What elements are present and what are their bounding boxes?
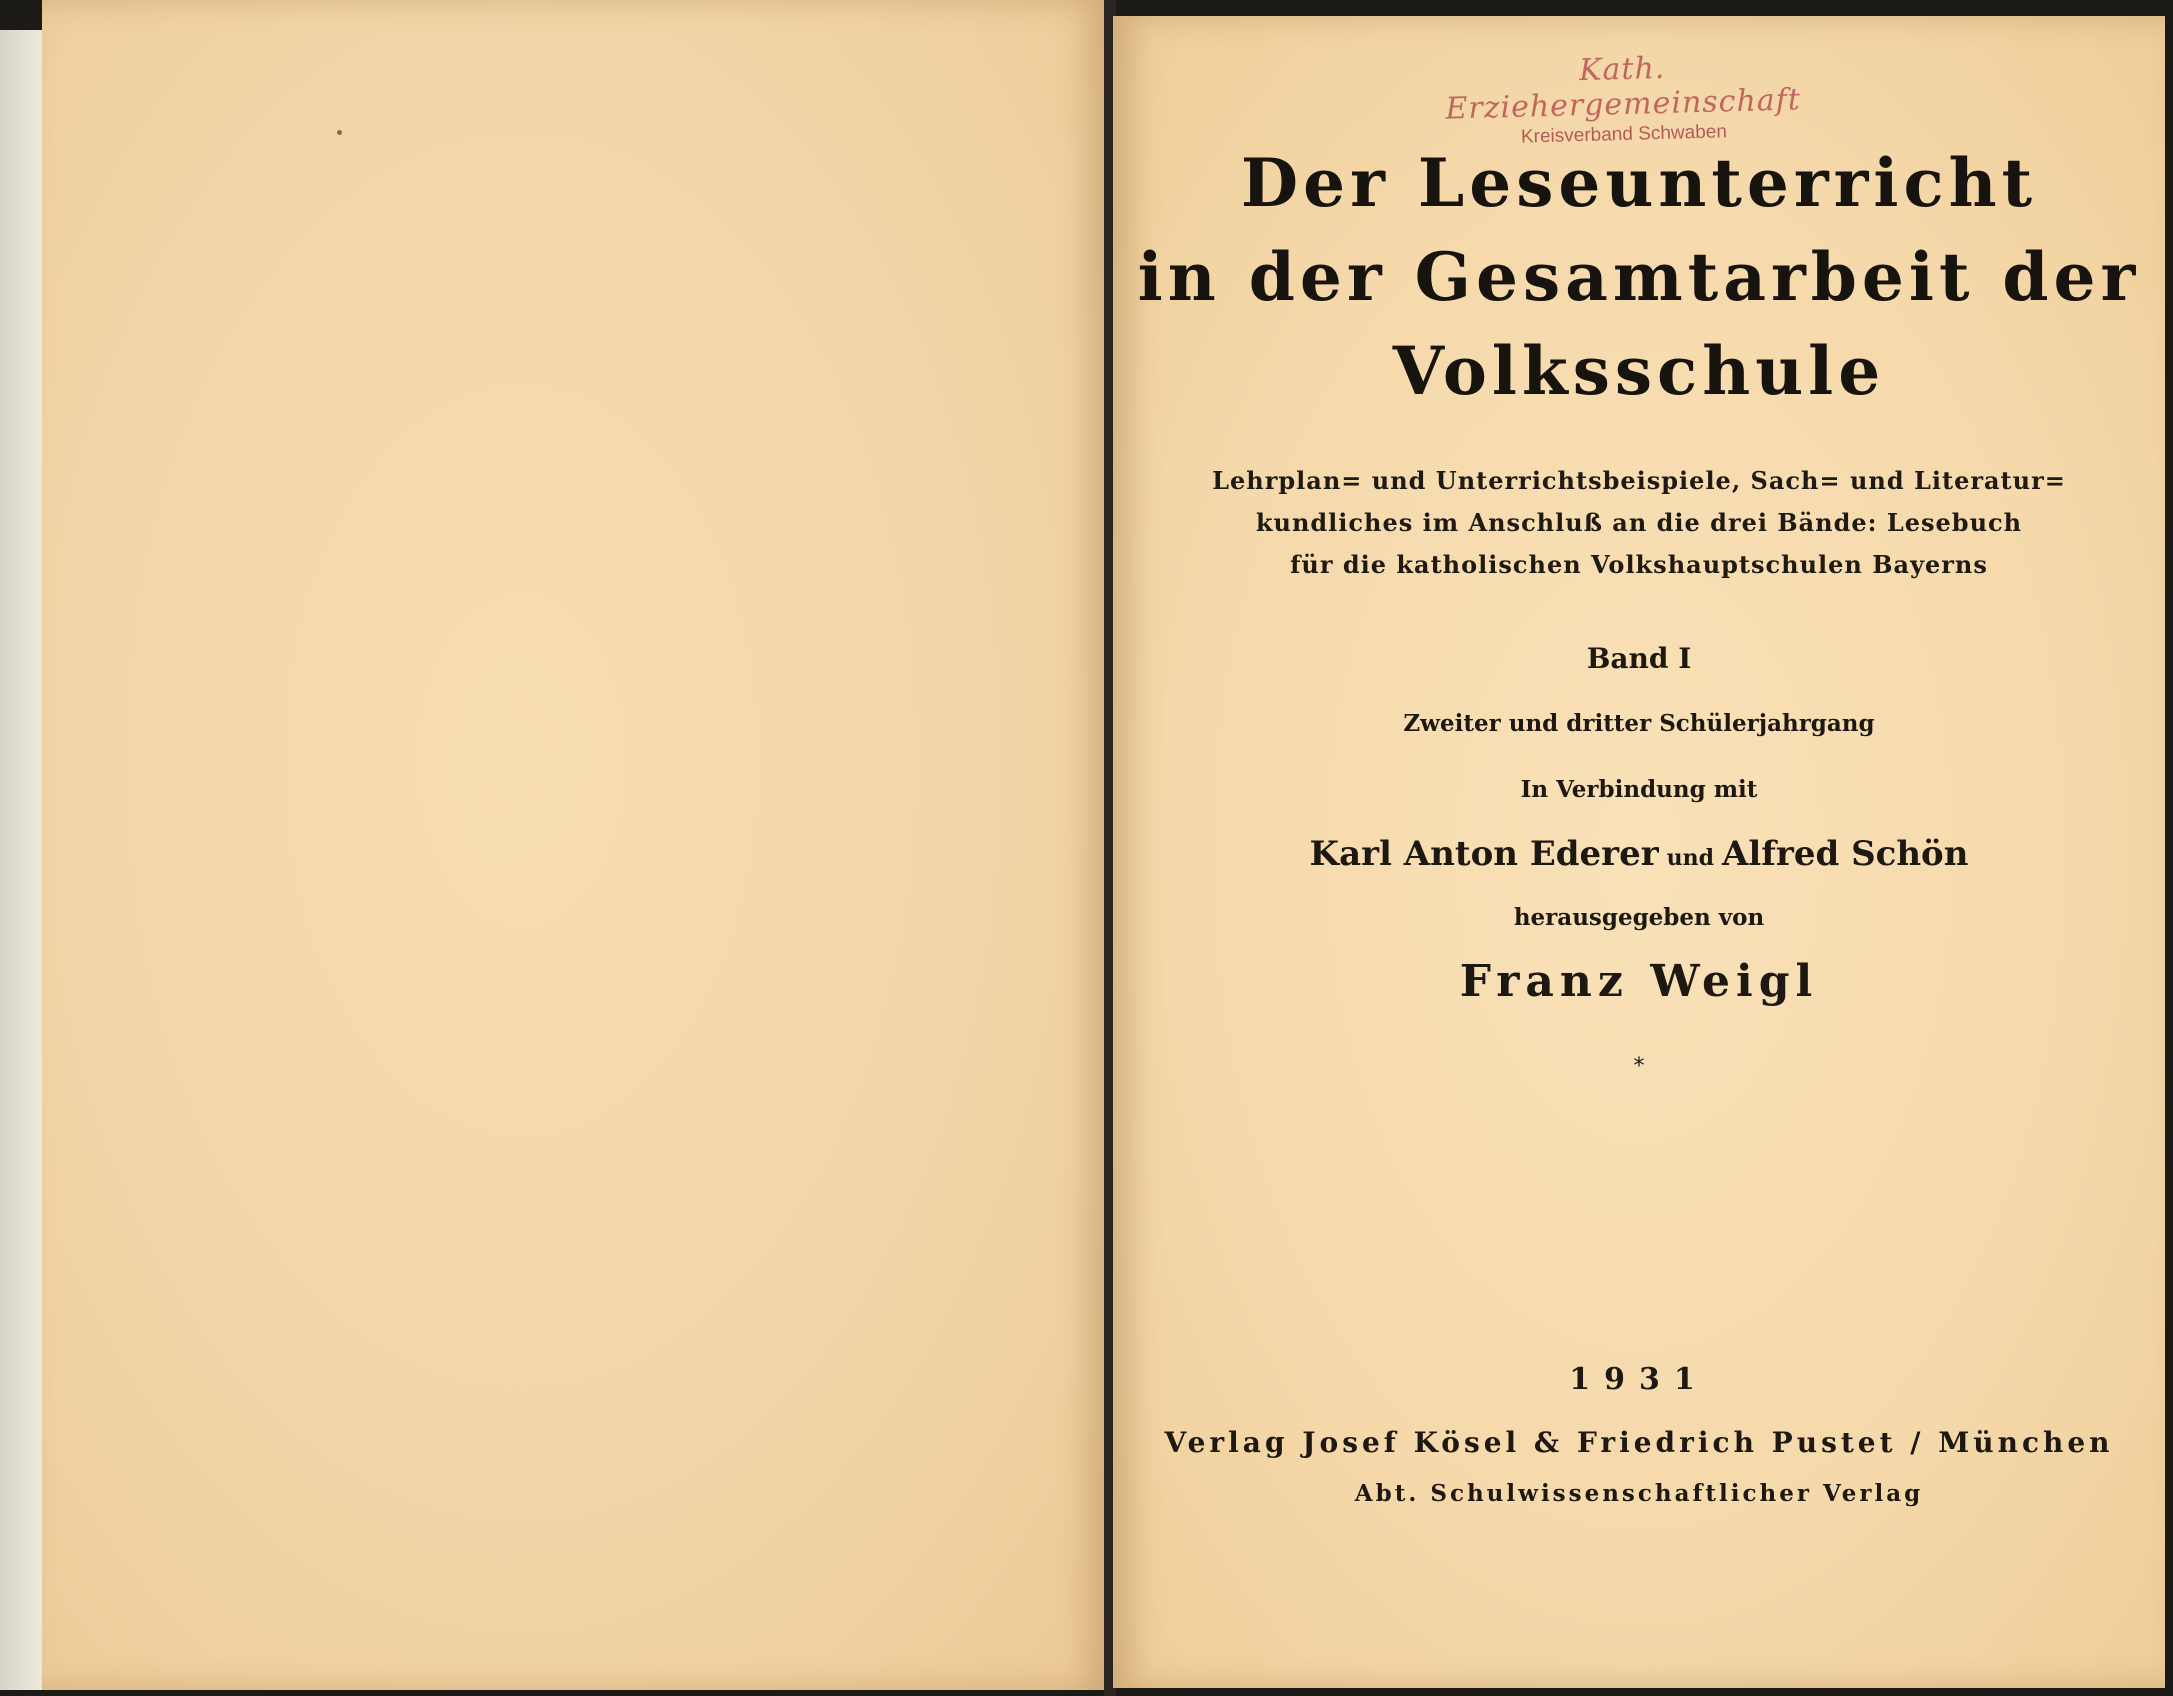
author-2: Alfred Schön (1722, 834, 1969, 874)
grades-label: Zweiter und dritter Schülerjahrgang (1403, 710, 1875, 737)
editor-name: Franz Weigl (1459, 956, 1819, 1007)
subtitle-line-3: für die katholischen Volkshauptschulen Bayerns (1290, 550, 1988, 579)
authors-line (1113, 834, 2165, 874)
subtitle-line-1: Lehrplan= und Unterrichtsbeispiele, Sach= und Literatur= (1212, 466, 2066, 495)
title-line-2: in der Gesamtarbeit der (1137, 238, 2141, 316)
left-blank-page (42, 0, 1107, 1690)
publisher-division: Abt. Schulwissenschaftlicher Verlag (1354, 1480, 1924, 1507)
authors-conjunction: und (1666, 845, 1714, 871)
paper-fleck (337, 130, 342, 135)
stamp-line-1: Kath. Erziehergemeinschaft (1445, 50, 1802, 127)
title-page-content (1113, 16, 2165, 1688)
volume-label: Band I (1586, 642, 1692, 675)
stamp-line-2: Kreisverband Schwaben (1520, 121, 1728, 148)
publisher-line: Verlag Josef Kösel & Friedrich Pustet / München (1164, 1426, 2114, 1459)
ornament-asterisk: * (1633, 1054, 1645, 1079)
publication-year: 1931 (1569, 1362, 1709, 1397)
title-line-3: Volksschule (1392, 332, 1886, 410)
subtitle-line-2: kundliches im Anschluß an die drei Bände: Lesebuch (1255, 508, 2023, 537)
edited-by-label: herausgegeben von (1513, 904, 1765, 931)
author-1: Karl Anton Ederer (1309, 834, 1659, 874)
title-line-1: Der Leseunterricht (1240, 144, 2038, 222)
in-connection-label: In Verbindung mit (1520, 776, 1758, 803)
library-stamp (1442, 47, 1804, 150)
